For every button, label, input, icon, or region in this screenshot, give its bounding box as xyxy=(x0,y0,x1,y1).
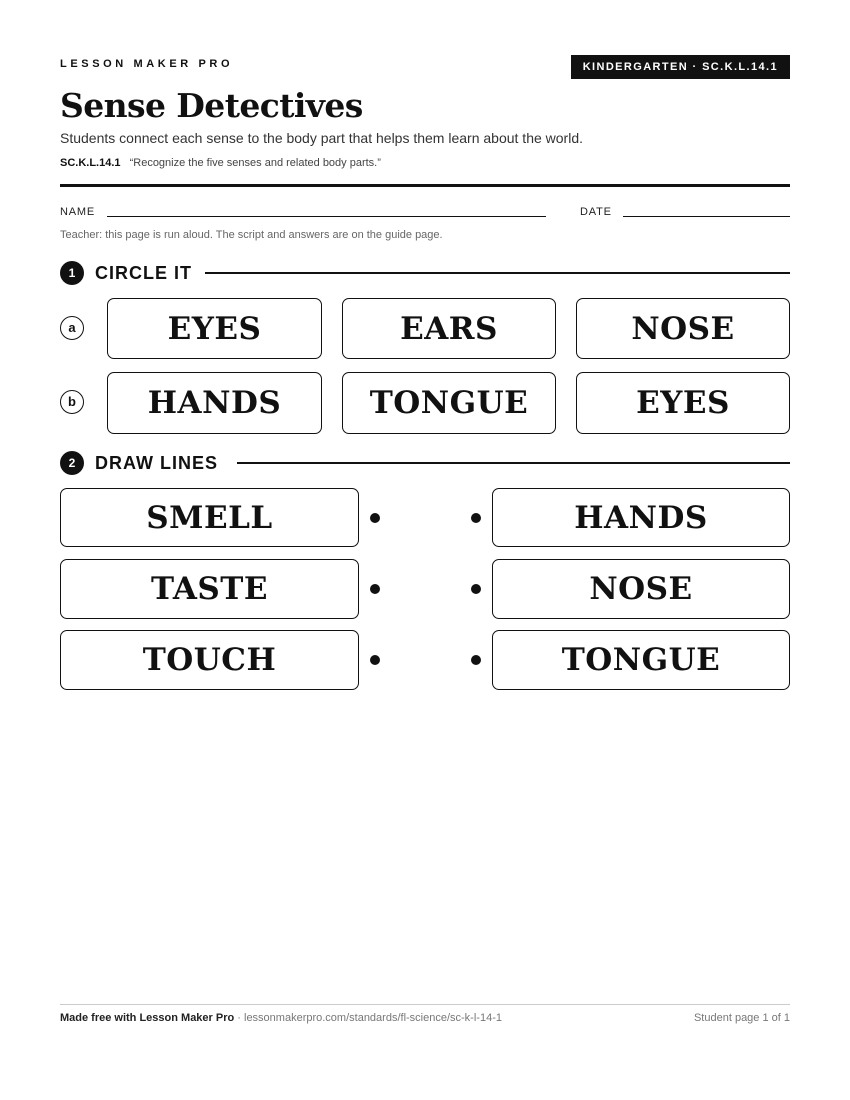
row-letter-b: b xyxy=(60,390,84,414)
circle-word-box[interactable]: EYES xyxy=(107,298,322,359)
body-part-word-box[interactable]: NOSE xyxy=(492,559,790,619)
section-number-badge: 1 xyxy=(60,261,84,285)
body-part-word-box[interactable]: TONGUE xyxy=(492,630,790,690)
circle-word-box[interactable]: EARS xyxy=(342,298,556,359)
section-title: DRAW LINES xyxy=(95,453,219,473)
section-rule xyxy=(205,272,790,274)
body-part-word-box[interactable]: HANDS xyxy=(492,488,790,547)
worksheet-subtitle: Students connect each sense to the body part that helps them learn about the world. xyxy=(60,130,584,146)
circle-word-box[interactable]: TONGUE xyxy=(342,372,556,434)
standard-quote: “Recognize the five senses and related body parts.” xyxy=(129,157,381,169)
sense-word-box[interactable]: TASTE xyxy=(60,559,359,619)
standard-line xyxy=(60,157,381,169)
circle-word-box[interactable]: HANDS xyxy=(107,372,322,434)
footer-page-number: Student page 1 of 1 xyxy=(693,1012,790,1024)
sense-word-box[interactable]: TOUCH xyxy=(60,630,359,690)
match-dot-right[interactable] xyxy=(471,513,481,523)
section-draw-lines-header xyxy=(60,451,790,475)
match-dot-right[interactable] xyxy=(471,584,481,594)
date-field[interactable] xyxy=(623,216,790,217)
match-dot-left[interactable] xyxy=(370,513,380,523)
section-title: CIRCLE IT xyxy=(95,263,192,283)
name-label: NAME xyxy=(60,206,95,218)
section-number-badge: 2 xyxy=(60,451,84,475)
brand-name: LESSON MAKER PRO xyxy=(60,58,234,70)
teacher-note: Teacher: this page is run aloud. The script and answers are on the guide page. xyxy=(60,229,443,241)
footer-divider xyxy=(60,1004,790,1005)
circle-word-box[interactable]: NOSE xyxy=(576,298,790,359)
name-field[interactable] xyxy=(107,216,546,217)
match-dot-right[interactable] xyxy=(471,655,481,665)
footer-credit xyxy=(60,1012,502,1024)
section-circle-it-header xyxy=(60,261,790,285)
section-rule xyxy=(237,462,790,464)
date-label: DATE xyxy=(580,206,612,218)
header-divider xyxy=(60,184,790,187)
footer-link[interactable]: · lessonmakerpro.com/standards/fl-science/sc-k-l-14-1 xyxy=(234,1012,502,1024)
circle-word-box[interactable]: EYES xyxy=(576,372,790,434)
row-letter-a: a xyxy=(60,316,84,340)
match-dot-left[interactable] xyxy=(370,655,380,665)
standard-code: SC.K.L.14.1 xyxy=(60,157,121,169)
worksheet-title: Sense Detectives xyxy=(60,86,363,125)
footer-made-with: Made free with Lesson Maker Pro xyxy=(60,1012,235,1024)
match-dot-left[interactable] xyxy=(370,584,380,594)
sense-word-box[interactable]: SMELL xyxy=(60,488,359,547)
grade-standard-badge: KINDERGARTEN · SC.K.L.14.1 xyxy=(571,55,790,79)
